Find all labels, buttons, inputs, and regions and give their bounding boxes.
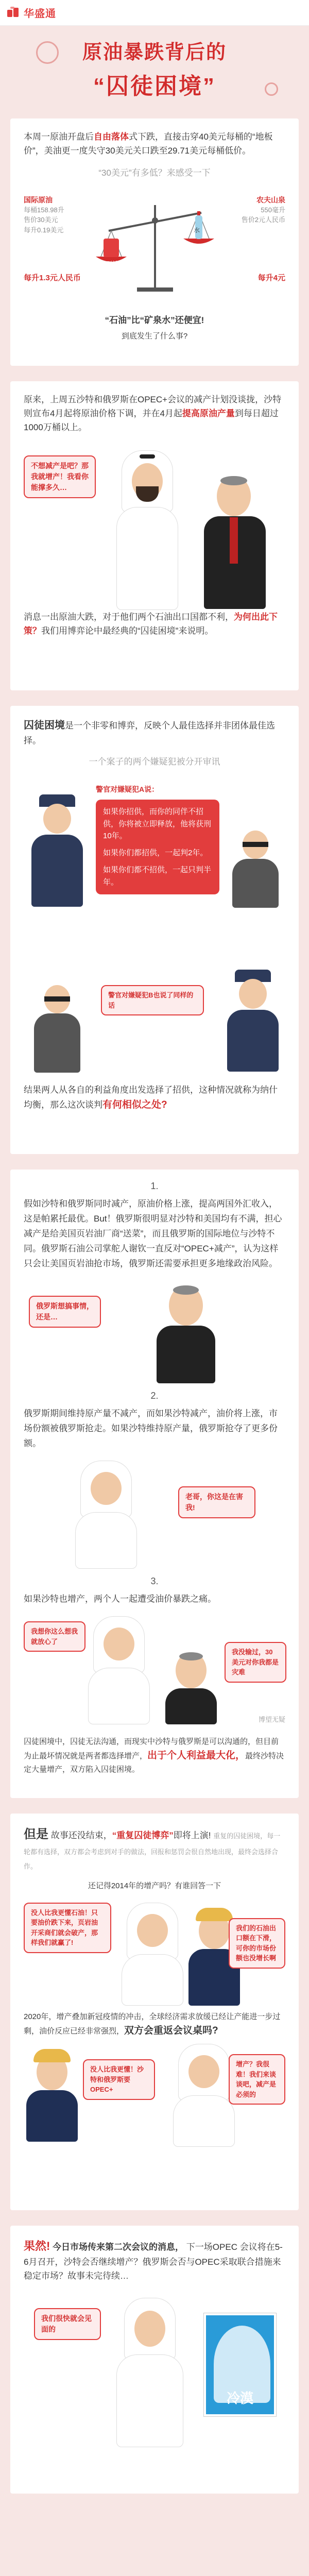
intro-question: “30美元”有多低？来感受一下 <box>98 168 211 178</box>
intro-caption2: 到底发生了什么事? <box>121 331 188 341</box>
scenario-2-bubble: 老哥，你这是在害我! <box>178 1486 255 1518</box>
final-paragraph: 果然! 今日市场传来第二次会议的消息， 下一场OPEC 会议将在5-6月召开，沙特会否继续增产？俄罗斯会否与OPEC采取联合措施来稳定市场？故事未完待续… <box>24 2240 283 2281</box>
scenario-1-number: 1. <box>150 1181 159 1191</box>
intro-card <box>10 118 299 366</box>
trump-bubble: 没人比我更懂！沙特和俄罗斯要OPEC+ <box>83 2059 155 2100</box>
but-paragraph: 但是 故事还没结束，“重复囚徒博弈”即将上演! 重复的囚徒困境，每一轮都有选择，双方都会考虑到对手的做法，回报和惩罚会很自然地出现，最终会选择合作。 <box>24 1827 281 1870</box>
scenario-3-illustration <box>24 1611 285 1730</box>
scenario-3-right-bubble: 我没输过，30美元对你我都是灾难 <box>225 1642 286 1683</box>
scenario-1-illustration <box>24 1275 285 1383</box>
story-paragraph2: 消息一出原油大跌，对于他们两个石油出口国都不利，为何出此下策？我们用博弈论中最经典的“囚徒困境”来说明。 <box>24 612 278 636</box>
cop-speech-b: 警官对嫌疑犯B也说了同样的话 <box>101 985 204 1015</box>
scale-water-label: 水 <box>194 226 200 234</box>
hero-title-line2: “囚徒困境” <box>93 74 216 99</box>
dilemma-note: 一个案子的两个嫌疑犯被分开审讯 <box>89 757 220 767</box>
scenario-2-illustration <box>24 1455 285 1569</box>
scenario-3-number: 3. <box>150 1576 159 1587</box>
story-paragraph1: 原来，上周五沙特和俄罗斯在OPEC+会议的减产计划没谈拢，沙特则宣布4月起将原油价格下调，并在4月起提高原油产量到每日超过1000万桶以上。 <box>24 395 282 433</box>
police-officer-icon <box>225 970 281 1073</box>
prisoner-b-icon <box>29 985 85 1073</box>
scenario-3-outro: 囚徒困境中，囚徒无法沟通，而现实中沙特与俄罗斯是可以沟通的，但目前为止最坏情况就是两者都选择增产，出于个人利益最大化，最终沙特决定大量增产，双方陷入囚徒困境。 <box>24 1737 284 1774</box>
dilemma-illustration <box>24 774 285 1078</box>
water-info: 农夫山泉 550毫升 售价2元人民币 <box>241 195 285 224</box>
sheik-figure-icon <box>85 1616 152 1724</box>
but-right-bubble: 我们的石油出口额在下滑，可你的市场份额也没增长啊 <box>229 1918 285 1969</box>
sheik-2020-bubble: 增产？我很难！我们来谈谈吧，减产是必须的 <box>229 2054 285 2105</box>
dilemma-card <box>10 706 299 1154</box>
story-illustration <box>24 440 285 610</box>
story-card <box>10 381 299 690</box>
but-2020-paragraph: 2020年，增产叠加新冠疫情的冲击，全球经济需求放缓已经让产能进一步过剩，油价反应已经非常强烈，双方会重返会议桌吗? <box>24 2012 281 2036</box>
intro-paragraph: 本周一原油开盘后自由落体式下跌，直接击穿40美元每桶的“地板价”，美油更一度失守30美元关口跌至29.71美元每桶低价。 <box>24 132 273 156</box>
but-left-bubble: 没人比我更懂石油！只要油价跌下来，页岩油开采商们就会破产，那样我们就赢了! <box>24 1903 111 1953</box>
cop-speech-bubble: 如果你招供，而你的同伴不招供，你将被立即释放，他将获刑10年。 如果你们都招供，一起判2年。 如果你们都不招供，一起只判半年。 <box>96 800 219 894</box>
brand-logo-icon <box>7 7 20 19</box>
prisoner-a-icon <box>230 831 281 908</box>
scenario-3-tag: 博望无疑 <box>258 1716 285 1724</box>
scenario-3-left-bubble: 我想你这么想我就放心了 <box>24 1621 85 1652</box>
but-2020-illustration <box>24 2044 285 2147</box>
scenario-1-bubble: 俄罗斯想搞事情，还是… <box>29 1296 101 1328</box>
scenario-2-number: 2. <box>150 1391 159 1401</box>
top-bar <box>0 0 309 26</box>
but-illustration <box>24 1897 285 2006</box>
sheik-figure-icon <box>111 450 183 610</box>
scale-illustration <box>24 184 285 313</box>
but-card <box>10 1814 299 2210</box>
russian-leader-figure-icon <box>163 1652 219 1724</box>
oil-info: 国际原油 每桶158.98升 售价30美元 每升0.19美元 <box>24 195 64 234</box>
intro-caption1: “石油”比“矿泉水”还便宜! <box>105 315 204 325</box>
russian-leader-figure-icon <box>152 1285 219 1383</box>
hero-title-line1: 原油暴跌背后的 <box>82 42 227 63</box>
oil-price-per-liter: 每升1.3元人民币 <box>24 273 81 282</box>
sheik-speech-bubble: 不想减产是吧？那我就增产！我看你能撑多久… <box>24 455 96 498</box>
scenarios-card <box>10 1170 299 1798</box>
dilemma-outro: 结果两人从各自的利益角度出发选择了招供，这种情况就称为纳什均衡，那么这次谈判有何相似之处? <box>24 1085 278 1110</box>
us-leader-figure-icon <box>24 2049 80 2142</box>
scale-oil-label: 石油 <box>106 260 119 267</box>
decor-circle-icon <box>265 82 278 96</box>
cop-speech-intro: 警官对嫌疑犯A说： <box>96 785 159 794</box>
brand-name: 华盛通 <box>24 8 56 20</box>
scenario-3-text: 如果沙特也增产，两个人一起遭受油价暴跌之痛。 <box>24 1594 216 1604</box>
hero-title <box>0 26 309 113</box>
decor-circle-icon <box>36 41 59 64</box>
but-question: 还记得2014年的增产吗？有谁回答一下 <box>88 1881 221 1890</box>
sheik-figure-icon <box>70 1461 142 1569</box>
balance-scale-icon <box>96 184 214 303</box>
scenario-1-text: 假如沙特和俄罗斯同时减产，原油价格上涨，提高两国外汇收入，这是帕累托最优。But！俄罗斯很明显对沙特和美国均有不满，担心减产是给美国页岩油厂商“送菜”，而且俄罗斯的国际地位与沙特不同。俄罗斯石油公司掌舵人谢钦一直反对“OPEC+减产”，认为这样只会让美国页岩油抢市场，俄罗斯还需要承担更多地缘政治风险。 <box>24 1199 282 1268</box>
sheik-figure-icon <box>111 2298 188 2447</box>
sheik-figure-icon <box>119 1903 186 2006</box>
final-card <box>10 2226 299 2494</box>
final-left-bubble: 我们很快就会见面的 <box>34 2308 101 2340</box>
scenario-2-text: 俄罗斯期间维持原产量不减产，而如果沙特减产，油价将上涨，市场份额被俄罗斯抢走。如果沙特维持原产量，俄罗斯抢夺了更多份额。 <box>24 1409 278 1449</box>
sheik-figure-icon <box>173 2044 235 2147</box>
russian-leader-figure-icon <box>199 476 271 610</box>
dilemma-intro: 囚徒困境是一个非零和博弈，反映个人最佳选择并非团体最佳选择。 <box>24 720 275 745</box>
police-officer-icon <box>29 794 85 908</box>
final-illustration <box>24 2293 285 2447</box>
water-price-per-liter: 每升4元 <box>258 273 285 282</box>
poster-title: 冷漠 <box>226 2390 253 2406</box>
movie-poster-icon <box>204 2313 276 2416</box>
